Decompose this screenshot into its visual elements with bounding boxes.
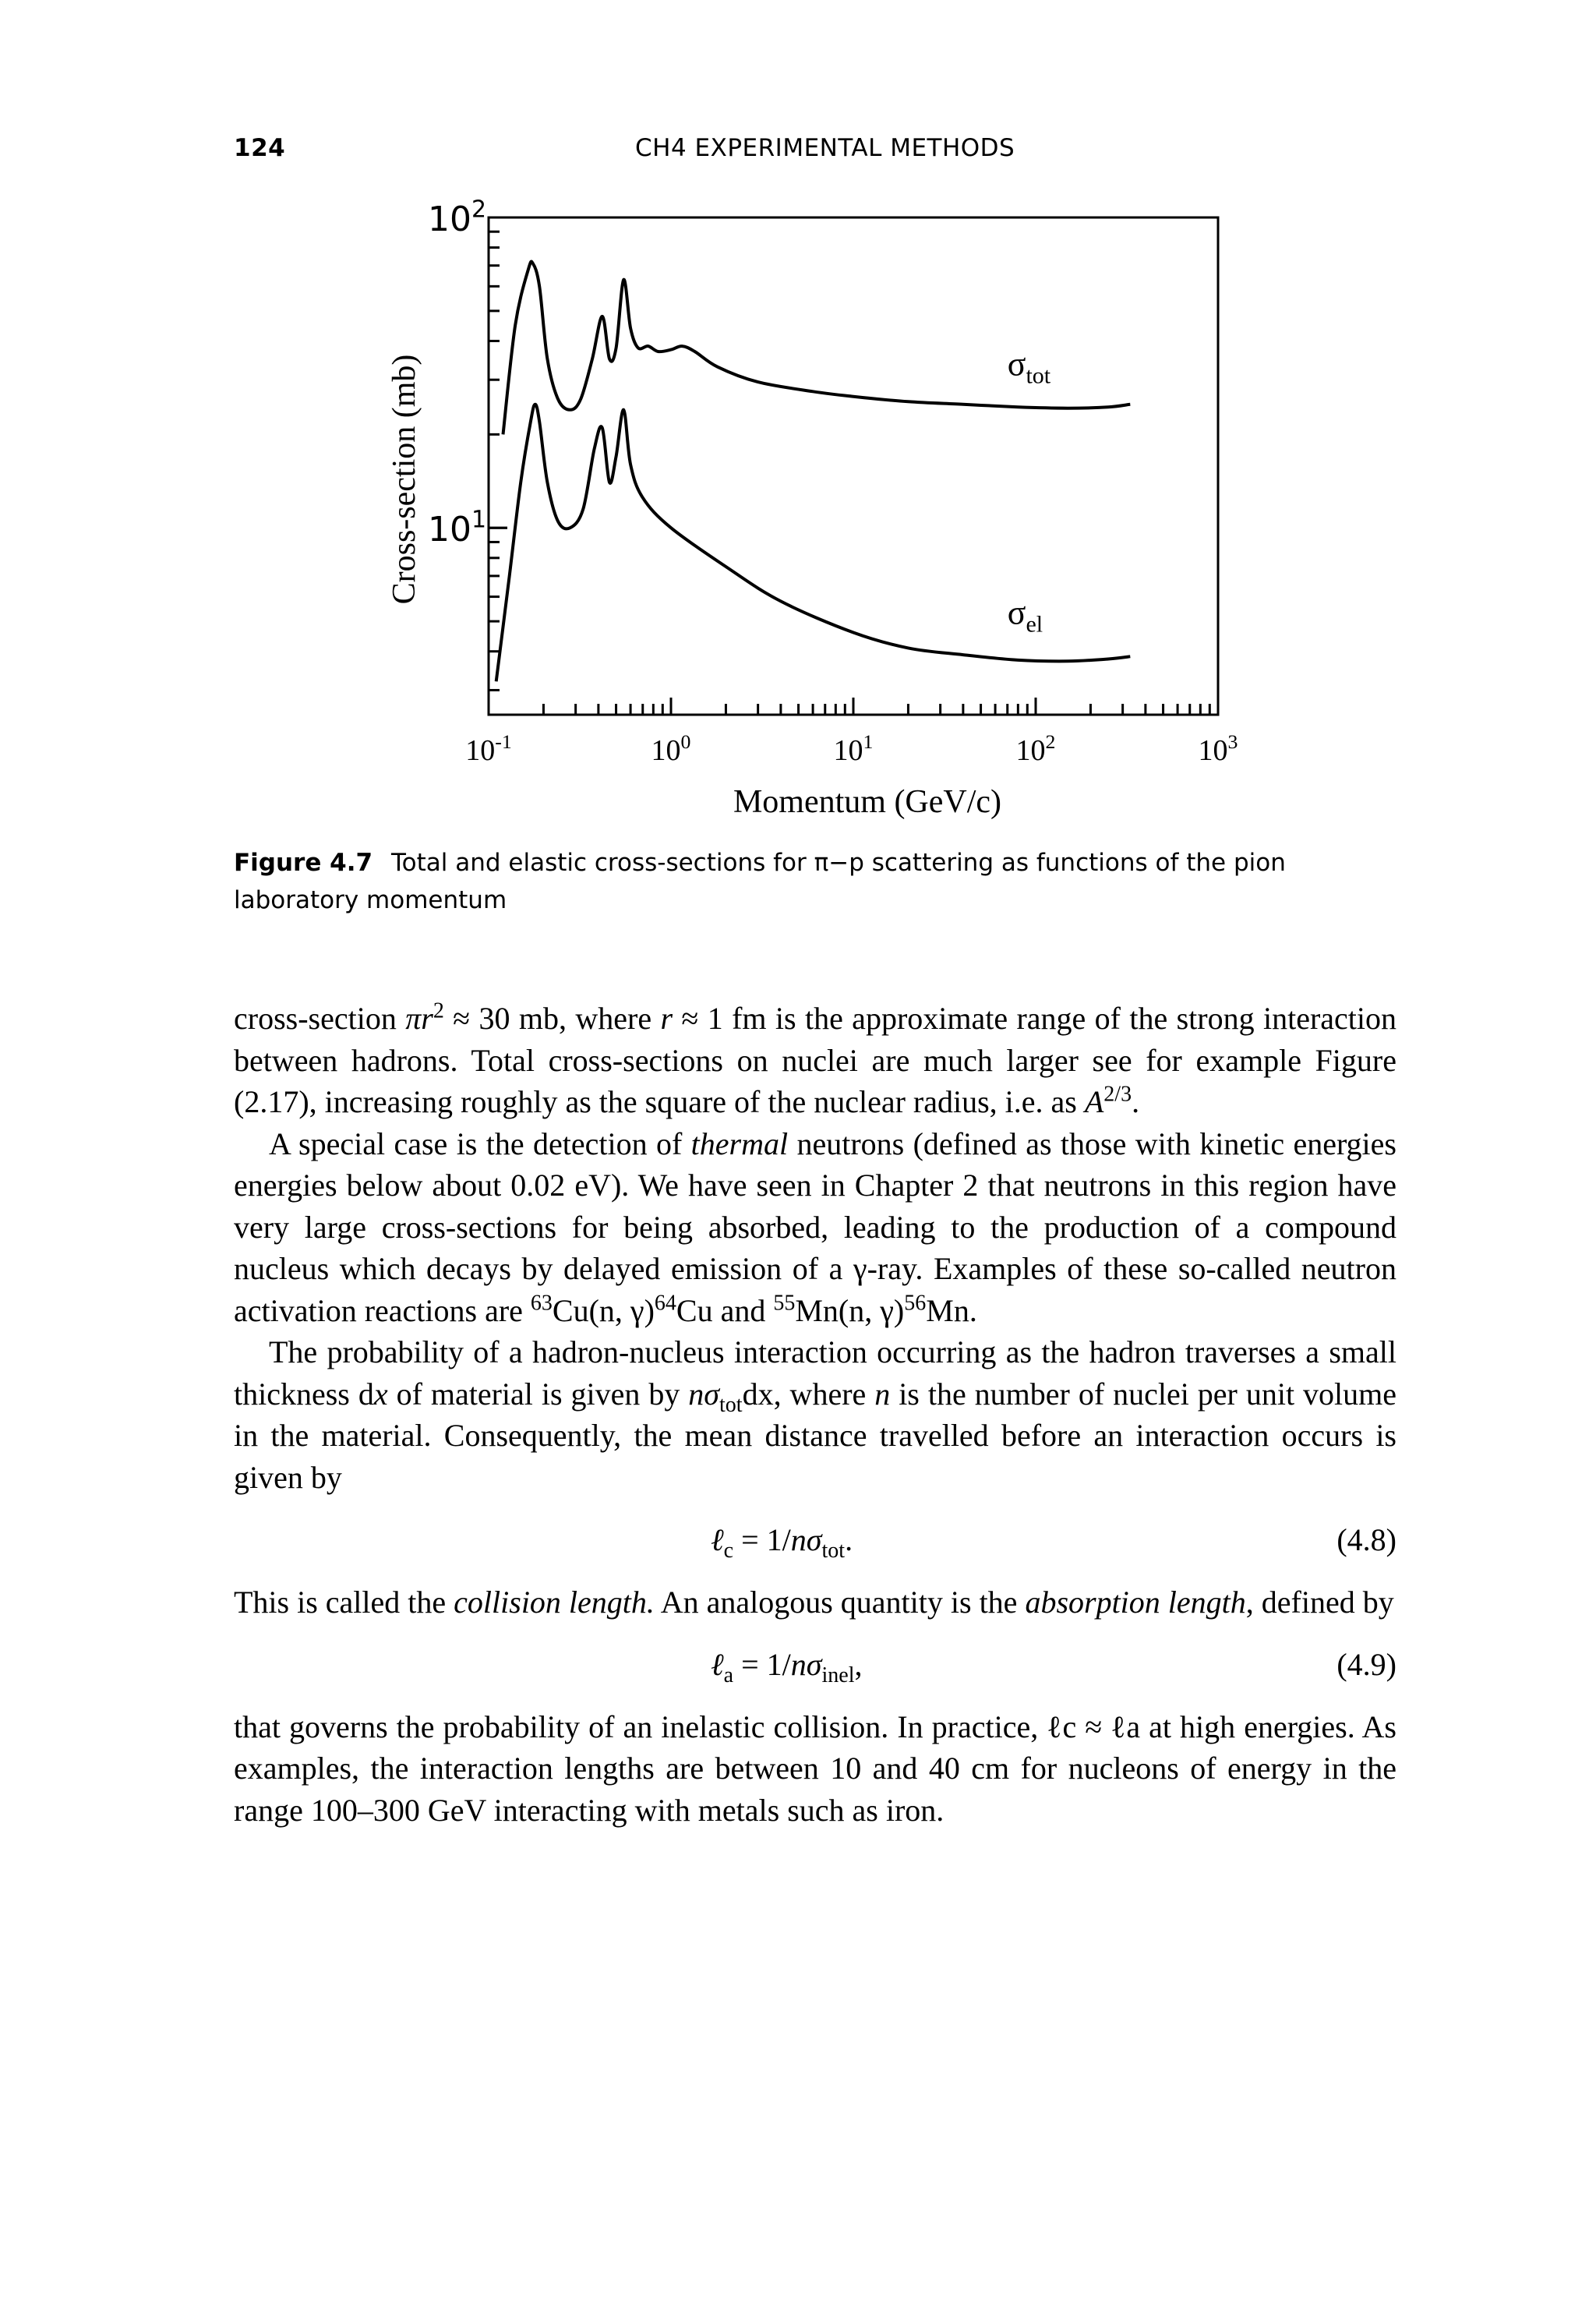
sigma-el-label: $\sigma_{el}$: [1007, 593, 1043, 638]
axis-labels: [387, 196, 1238, 820]
x-axis-label: Momentum (GeV/c): [733, 784, 1002, 820]
x-tick-label: $10^3$: [1198, 730, 1238, 767]
figure-label: Figure 4.7: [234, 849, 373, 877]
page-number: 124: [234, 134, 286, 162]
elastic-cross-section-curve: [496, 405, 1131, 682]
figure-caption-text: Total and elastic cross-sections for π−p scattering as functions of the pion laboratory momentum: [234, 849, 1286, 914]
figure-4-7-chart: [0, 0, 1596, 857]
x-tick-label: $10^0$: [651, 730, 691, 767]
running-title: CH4 EXPERIMENTAL METHODS: [635, 134, 1015, 162]
plot-frame: [489, 217, 1218, 715]
equation-number: (4.8): [1336, 1522, 1396, 1557]
curves: [496, 262, 1131, 682]
y-tick-label: $10^2$: [428, 196, 487, 239]
paragraph-4: This is called the collision length. An analogous quantity is the absorption length, defined by: [234, 1584, 1394, 1620]
body-text: [234, 998, 1396, 1831]
figure-caption: [234, 844, 1396, 919]
x-tick-label: $10^{-1}$: [465, 730, 512, 767]
x-axis-ticks: [489, 698, 1218, 715]
equation-4-8: ℓ$_c$ = $1/n\sigma_{tot}$. (4.8): [234, 1519, 1396, 1561]
paragraph-3: The probability of a hadron-nucleus interaction occurring as the hadron traverses a small thickness dx of material is given by $n\sigma_{tot}dx$, where n is the number of nuclei per unit volume in the material. Consequently, the mean distance travelled before an interaction occurs is given by: [234, 1334, 1397, 1495]
paragraph-1: cross-section $\pi r^2 \approx 30$ mb, where r ≈ 1 fm is the approximate range of the strong interaction between hadrons. Total cross-sections on nuclei are much larger see for example Figure (2.17), increasing roughly as the square of the nuclear radius, i.e. as $A^{2/3}$.: [234, 998, 1397, 1119]
paragraph-2: A special case is the detection of thermal neutrons (defined as those with kinetic energies energies below about 0.02 eV). We have seen in Chapter 2 that neutrons in this region have very large cross-sections for being absorbed, leading to the production of a compound nucleus which decays by delayed emission of a γ-ray. Examples of these so-called neutron activation reactions are $^{63}$Cu(n, γ)$^{64}$Cu and $^{55}$Mn(n, γ)$^{56}$Mn.: [234, 1125, 1396, 1328]
paragraph-5: that governs the probability of an inelastic collision. In practice, ℓc ≈ ℓa at high energies. As examples, the interaction lengths are between 10 and 40 cm for nucleons of energy in the range 100–300 GeV interacting with metals such as iron.: [234, 1708, 1396, 1828]
x-tick-label: $10^2$: [1015, 730, 1056, 767]
y-axis-label: Cross-section (mb): [387, 354, 422, 605]
equation-4-9: ℓ$_a$ = $1/n\sigma_{inel}$, (4.9): [234, 1644, 1396, 1686]
sigma-tot-label: $\sigma_{tot}$: [1007, 345, 1051, 389]
total-cross-section-curve: [503, 262, 1131, 435]
y-tick-label: $10^1$: [428, 506, 487, 550]
equation-number: (4.9): [1336, 1647, 1396, 1682]
x-tick-label: $10^1$: [833, 730, 874, 767]
